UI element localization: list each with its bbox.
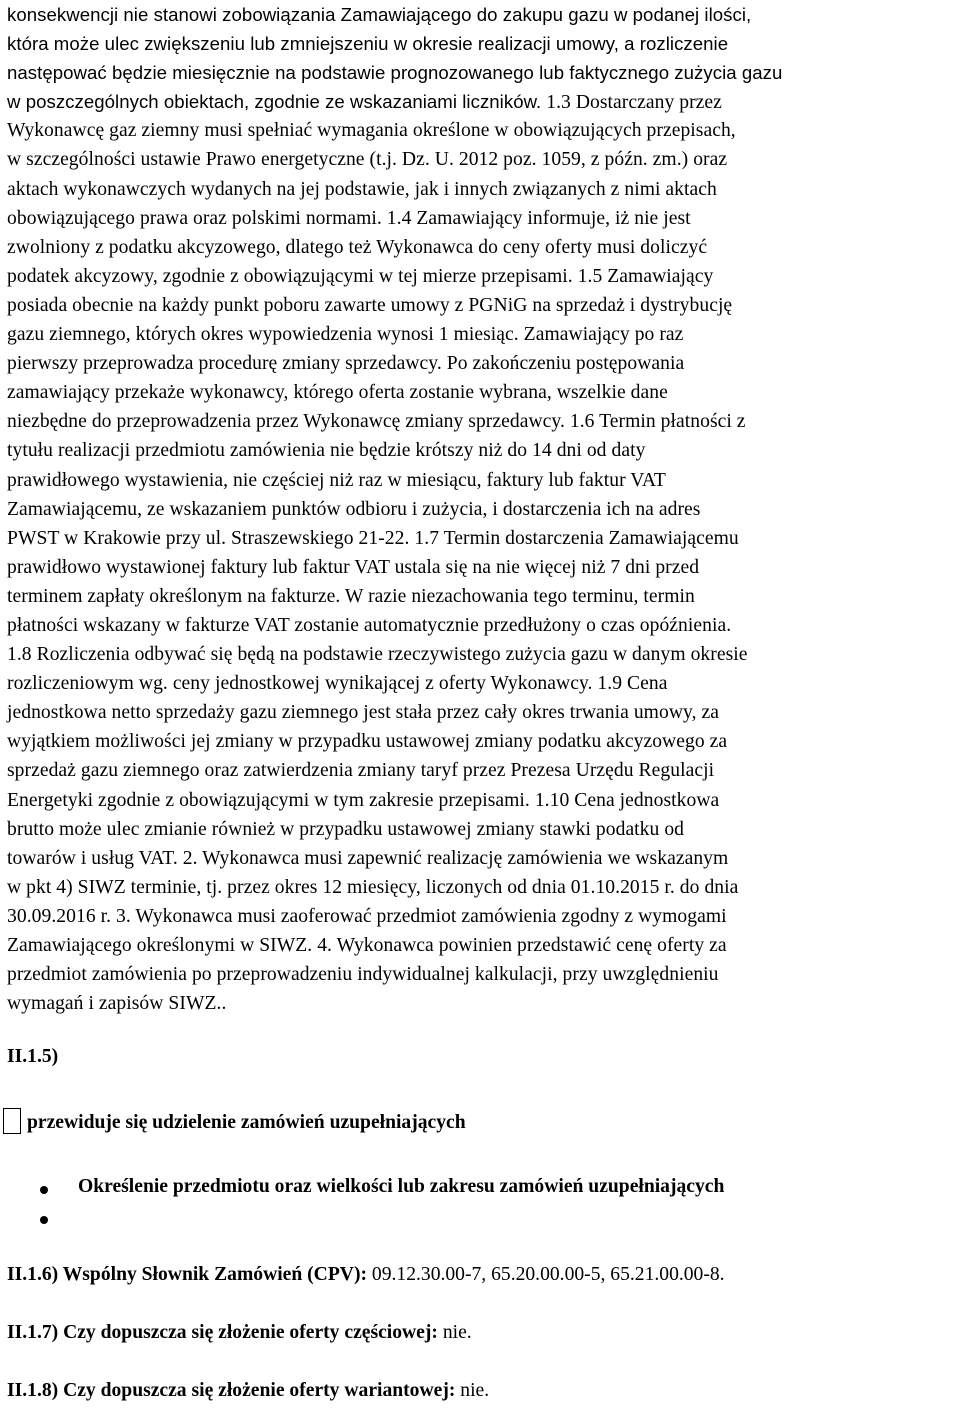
paragraph-line: zamawiający przekaże wykonawcy, którego oferta zostanie wybrana, wszelkie dane xyxy=(7,382,668,404)
section-ii-1-8 xyxy=(7,1380,489,1402)
paragraph-line: wymagań i zapisów SIWZ.. xyxy=(7,993,227,1015)
paragraph-line-part: 1.3 Dostarczany przez xyxy=(546,92,722,114)
checkbox-row xyxy=(3,1108,466,1134)
paragraph-line: sprzedaż gazu ziemnego oraz zatwierdzenia zmiany taryf przez Prezesa Urzędu Regulacji xyxy=(7,760,715,782)
paragraph-line: konsekwencji nie stanowi zobowiązania Zamawiającego do zakupu gazu w podanej ilości, xyxy=(7,4,752,25)
paragraph-line: tytułu realizacji przedmiotu zamówienia nie będzie krótszy niż do 14 dni od daty xyxy=(7,440,646,462)
paragraph-line: zwolniony z podatku akcyzowego, dlatego też Wykonawca do ceny oferty musi doliczyć xyxy=(7,236,708,258)
bullet-icon xyxy=(40,1216,48,1224)
paragraph-line: w pkt 4) SIWZ terminie, tj. przez okres 12 miesięcy, liczonych od dnia 01.10.2015 r. do dnia xyxy=(7,876,739,898)
section-heading-ii-1-8: II.1.8) Czy dopuszcza się złożenie oferty wariantowej: xyxy=(7,1380,456,1401)
bullet-icon xyxy=(40,1186,48,1194)
paragraph-line: towarów i usług VAT. 2. Wykonawca musi zapewnić realizację zamówienia we wskazanym xyxy=(7,847,729,869)
paragraph-line: przedmiot zamówienia po przeprowadzeniu indywidualnej kalkulacji, przy uwzględnieniu xyxy=(7,964,719,986)
partial-offer-value: nie. xyxy=(442,1322,472,1343)
paragraph-line: brutto może ulec zmianie również w przypadku ustawowej zmiany stawki podatku od xyxy=(7,818,685,840)
paragraph-line: która może ulec zwiększeniu lub zmniejszeniu w okresie realizacji umowy, a rozliczenie xyxy=(7,33,729,55)
paragraph-line: wyjątkiem możliwości jej zmiany w przypadku ustawowej zmiany podatku akcyzowego za xyxy=(7,731,728,753)
paragraph-line: Zamawiającemu, ze wskazaniem punktów odbioru i zużycia, i dostarczenia ich na adres xyxy=(7,498,701,520)
paragraph-line: Wykonawcę gaz ziemny musi spełniać wymagania określone w obowiązujących przepisach, xyxy=(7,120,736,142)
paragraph-line: PWST w Krakowie przy ul. Straszewskiego 21-22. 1.7 Termin dostarczenia Zamawiającemu xyxy=(7,527,739,549)
checkbox[interactable] xyxy=(3,1108,21,1134)
section-heading-ii-1-5: II.1.5) xyxy=(7,1046,59,1067)
paragraph-line: pierwszy przeprowadza procedurę zmiany sprzedawcy. Po zakończeniu postępowania xyxy=(7,353,685,375)
paragraph-line: następować będzie miesięcznie na podstawie prognozowanego lub faktycznego zużycia gazu xyxy=(7,62,783,84)
variant-offer-value: nie. xyxy=(460,1380,490,1401)
paragraph-line: Energetyki zgodnie z obowiązującymi w tym zakresie przepisami. 1.10 Cena jednostkowa xyxy=(7,789,720,811)
section-ii-1-6 xyxy=(7,1264,725,1286)
section-ii-1-7 xyxy=(7,1322,472,1344)
paragraph-line: rozliczeniowym wg. ceny jednostkowej wynikającej z oferty Wykonawcy. 1.9 Cena xyxy=(7,673,668,695)
paragraph-line: posiada obecnie na każdy punkt poboru zawarte umowy z PGNiG na sprzedaż i dystrybucję xyxy=(7,294,733,316)
paragraph-line: 1.8 Rozliczenia odbywać się będą na podstawie rzeczywistego zużycia gazu w danym okresie xyxy=(7,644,748,666)
paragraph-line: 30.09.2016 r. 3. Wykonawca musi zaoferować przedmiot zamówienia zgodny z wymogami xyxy=(7,905,727,927)
paragraph-line: prawidłowego wystawienia, nie częściej niż raz w miesiącu, faktury lub faktur VAT xyxy=(7,469,666,491)
body-paragraph xyxy=(7,0,782,1018)
paragraph-line: obowiązującego prawa oraz polskimi normami. 1.4 Zamawiający informuje, iż nie jest xyxy=(7,207,691,229)
paragraph-line: aktach wykonawczych wydanych na jej podstawie, jak i innych związanych z nimi aktach xyxy=(7,178,717,200)
paragraph-line: w szczególności ustawie Prawo energetyczne (t.j. Dz. U. 2012 poz. 1059, z późn. zm.) oraz xyxy=(7,149,728,171)
section-heading-ii-1-7: II.1.7) Czy dopuszcza się złożenie oferty częściowej: xyxy=(7,1322,438,1343)
paragraph-line: podatek akcyzowy, zgodnie z obowiązującymi w tej mierze przepisami. 1.5 Zamawiający xyxy=(7,265,714,287)
section-heading-ii-1-6: II.1.6) Wspólny Słownik Zamówień (CPV): xyxy=(7,1264,367,1285)
paragraph-line: gazu ziemnego, których okres wypowiedzenia wynosi 1 miesiąc. Zamawiający po raz xyxy=(7,324,684,346)
paragraph-line xyxy=(7,87,782,116)
paragraph-line-part: w poszczególnych obiektach, zgodnie ze wskazaniami liczników. xyxy=(7,91,542,113)
paragraph-line: płatności wskazany w fakturze VAT zostanie automatycznie przedłużony o czas opóźnienia. xyxy=(7,614,732,636)
cpv-codes: 09.12.30.00-7, 65.20.00.00-5, 65.21.00.00-8. xyxy=(371,1264,725,1285)
bullet-item-1: Określenie przedmiotu oraz wielkości lub zakresu zamówień uzupełniających xyxy=(78,1176,725,1197)
paragraph-line: niezbędne do przeprowadzenia przez Wykonawcę zmiany sprzedawcy. 1.6 Termin płatności z xyxy=(7,411,746,433)
paragraph-line: Zamawiającego określonymi w SIWZ. 4. Wykonawca powinien przedstawić cenę oferty za xyxy=(7,935,727,956)
paragraph-line: prawidłowo wystawionej faktury lub faktur VAT ustala się na nie więcej niż 7 dni przed xyxy=(7,556,700,578)
paragraph-line: terminem zapłaty określonym na fakturze. W razie niezachowania tego terminu, termin xyxy=(7,585,695,607)
checkbox-label: przewiduje się udzielenie zamówień uzupełniających xyxy=(27,1112,466,1133)
paragraph-line: jednostkowa netto sprzedaży gazu ziemnego jest stała przez cały okres trwania umowy, za xyxy=(7,702,719,724)
